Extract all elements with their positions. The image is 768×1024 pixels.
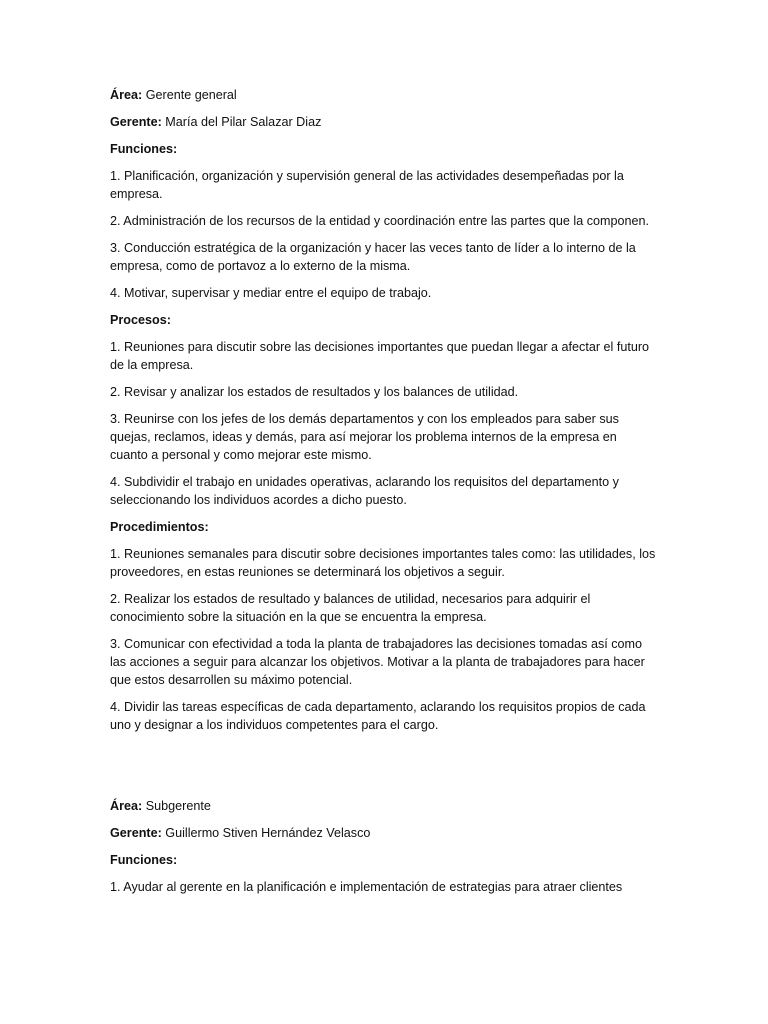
section-gerente-general — [110, 86, 658, 734]
area-line — [110, 86, 658, 104]
funcion-item: 4. Motivar, supervisar y mediar entre el equipo de trabajo. — [110, 286, 432, 300]
funcion-item: 1. Ayudar al gerente en la planificación e implementación de estrategias para atraer clientes — [110, 880, 623, 894]
document-page — [110, 86, 658, 905]
procedimiento-item: 2. Realizar los estados de resultado y balances de utilidad, necesarios para adquirir el conocimiento sobre la situación en la que se encuentra la empresa. — [110, 592, 591, 624]
funciones-heading: Funciones: — [110, 853, 178, 867]
proceso-item: 2. Revisar y analizar los estados de resultados y los balances de utilidad. — [110, 385, 519, 399]
proceso-item: 3. Reunirse con los jefes de los demás departamentos y con los empleados para saber sus quejas, reclamos, ideas y demás, para así mejorar los problema internos de la empresa en cuanto a personal y como mejorar este mismo. — [110, 412, 619, 462]
section-subgerente — [110, 797, 658, 896]
area-value: Subgerente — [145, 799, 211, 813]
procesos-heading: Procesos: — [110, 313, 171, 327]
procedimientos-heading: Procedimientos: — [110, 520, 209, 534]
funcion-item: 1. Planificación, organización y supervisión general de las actividades desempeñadas por la empresa. — [110, 169, 624, 201]
manager-label: Gerente: — [110, 115, 162, 129]
procedimiento-item: 4. Dividir las tareas específicas de cada departamento, aclarando los requisitos propios de cada uno y designar a los individuos competentes para el cargo. — [110, 700, 646, 732]
section-spacer — [110, 743, 658, 797]
procedimiento-item: 3. Comunicar con efectividad a toda la planta de trabajadores las decisiones tomadas así como las acciones a seguir para alcanzar los objetivos. Motivar a la planta de trabajadores para hacer que estos desarrollen su máximo potencial. — [110, 637, 645, 687]
funcion-item: 3. Conducción estratégica de la organización y hacer las veces tanto de líder a lo interno de la empresa, como de portavoz a lo externo de la misma. — [110, 241, 636, 273]
funciones-heading: Funciones: — [110, 142, 178, 156]
procedimiento-item: 1. Reuniones semanales para discutir sobre decisiones importantes tales como: las utilidades, los proveedores, en estas reuniones se determinará los objetivos a seguir. — [110, 547, 656, 579]
manager-line — [110, 824, 658, 842]
area-label: Área: — [110, 88, 143, 102]
manager-value: Guillermo Stiven Hernández Velasco — [165, 826, 371, 840]
area-value: Gerente general — [145, 88, 237, 102]
manager-label: Gerente: — [110, 826, 162, 840]
manager-value: María del Pilar Salazar Diaz — [165, 115, 322, 129]
funcion-item: 2. Administración de los recursos de la entidad y coordinación entre las partes que la componen. — [110, 214, 650, 228]
proceso-item: 4. Subdividir el trabajo en unidades operativas, aclarando los requisitos del departamento y seleccionando los individuos acordes a dicho puesto. — [110, 475, 619, 507]
manager-line — [110, 113, 658, 131]
proceso-item: 1. Reuniones para discutir sobre las decisiones importantes que puedan llegar a afectar el futuro de la empresa. — [110, 340, 650, 372]
area-label: Área: — [110, 799, 143, 813]
area-line — [110, 797, 658, 815]
